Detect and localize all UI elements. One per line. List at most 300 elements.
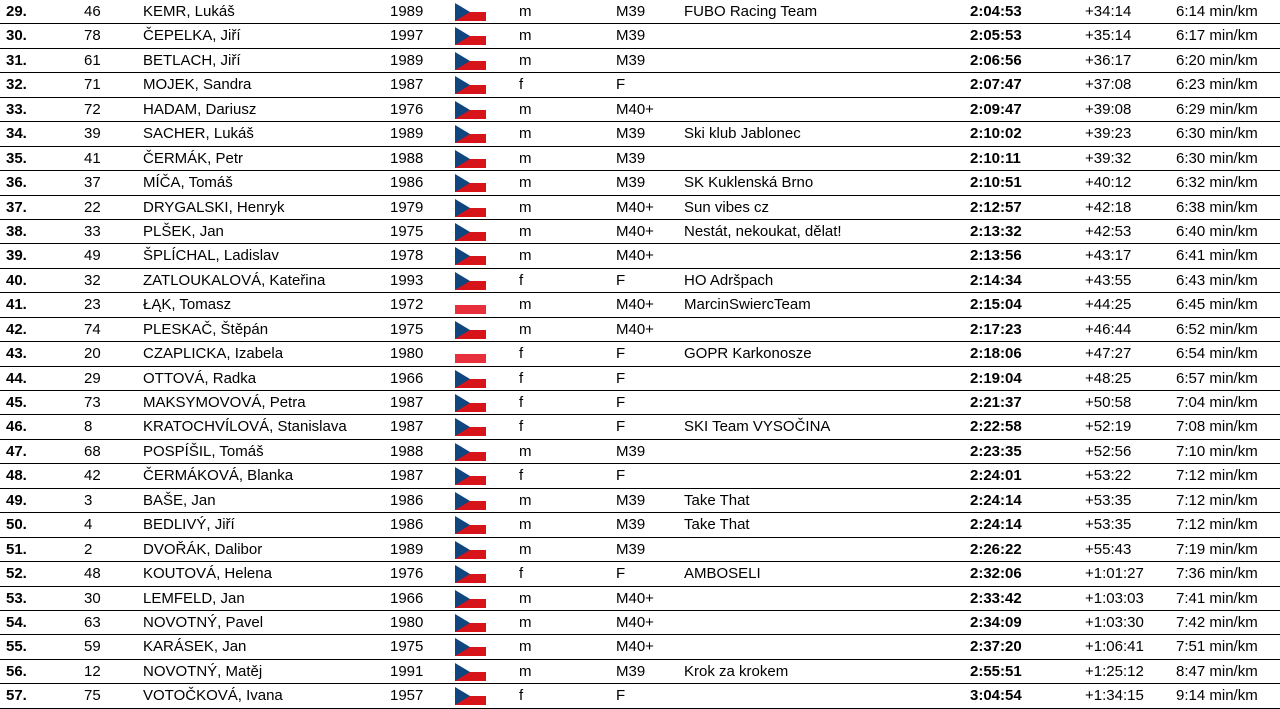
name-cell: NOVOTNÝ, Pavel	[143, 613, 264, 631]
club-cell: Sun vibes cz	[684, 198, 770, 216]
sex-cell: m	[519, 222, 532, 240]
pace-cell: 8:47 min/km	[1176, 662, 1258, 680]
year-cell: 1986	[390, 491, 424, 509]
czech-flag-icon	[455, 150, 486, 168]
rank-cell: 48.	[6, 467, 27, 485]
bib-cell: 71	[84, 76, 101, 94]
bib-cell: 2	[84, 540, 93, 558]
pace-cell: 7:08 min/km	[1176, 418, 1258, 436]
gap-cell: +34:14	[1085, 3, 1132, 20]
rank-cell: 43.	[6, 345, 27, 363]
pace-cell: 7:12 min/km	[1176, 516, 1258, 534]
year-cell: 1989	[390, 125, 424, 143]
sex-cell: m	[519, 442, 532, 460]
czech-flag-icon	[455, 76, 486, 94]
bib-cell: 61	[84, 51, 101, 69]
pace-cell: 6:30 min/km	[1176, 149, 1258, 167]
year-cell: 1986	[390, 174, 424, 192]
czech-flag-icon	[455, 199, 486, 217]
sex-cell: m	[519, 638, 532, 656]
table-row	[0, 562, 1280, 586]
czech-flag-icon	[455, 590, 486, 608]
bib-cell: 46	[84, 3, 101, 20]
pace-cell: 6:20 min/km	[1176, 51, 1258, 69]
rank-cell: 38.	[6, 222, 27, 240]
name-cell: DVOŘÁK, Dalibor	[143, 540, 263, 558]
bib-cell: 20	[84, 345, 101, 363]
name-cell: MÍČA, Tomáš	[143, 174, 233, 192]
table-row	[0, 24, 1280, 48]
time-cell: 2:24:01	[970, 467, 1022, 485]
club-cell: Ski klub Jablonec	[684, 125, 801, 143]
year-cell: 1987	[390, 76, 424, 94]
time-cell: 2:23:35	[970, 442, 1022, 460]
gap-cell: +47:27	[1085, 345, 1132, 363]
pace-cell: 6:52 min/km	[1176, 320, 1258, 338]
time-cell: 2:19:04	[970, 369, 1022, 387]
table-row	[0, 318, 1280, 342]
bib-cell: 4	[84, 516, 93, 534]
time-cell: 2:14:34	[970, 271, 1022, 289]
bib-cell: 74	[84, 320, 101, 338]
czech-flag-icon	[455, 321, 486, 339]
rank-cell: 39.	[6, 247, 27, 265]
rank-cell: 29.	[6, 3, 27, 20]
name-cell: VOTOČKOVÁ, Ivana	[143, 687, 283, 705]
pace-cell: 6:57 min/km	[1176, 369, 1258, 387]
sex-cell: m	[519, 516, 532, 534]
gap-cell: +37:08	[1085, 76, 1132, 94]
pace-cell: 6:17 min/km	[1176, 27, 1258, 45]
time-cell: 2:24:14	[970, 516, 1022, 534]
time-cell: 2:12:57	[970, 198, 1022, 216]
bib-cell: 78	[84, 27, 101, 45]
bib-cell: 39	[84, 125, 101, 143]
name-cell: PLŠEK, Jan	[143, 222, 224, 240]
table-row	[0, 196, 1280, 220]
czech-flag-icon	[455, 370, 486, 388]
category-cell: M40+	[616, 320, 654, 338]
sex-cell: m	[519, 125, 532, 143]
name-cell: SACHER, Lukáš	[143, 125, 254, 143]
club-cell: Nestát, nekoukat, dělat!	[684, 222, 842, 240]
gap-cell: +55:43	[1085, 540, 1132, 558]
time-cell: 2:10:02	[970, 125, 1022, 143]
czech-flag-icon	[455, 443, 486, 461]
table-row	[0, 98, 1280, 122]
category-cell: F	[616, 76, 626, 94]
polish-flag-icon	[455, 296, 486, 314]
category-cell: M40+	[616, 296, 654, 314]
gap-cell: +35:14	[1085, 27, 1132, 45]
pace-cell: 6:40 min/km	[1176, 222, 1258, 240]
name-cell: HADAM, Dariusz	[143, 100, 257, 118]
time-cell: 2:55:51	[970, 662, 1022, 680]
bib-cell: 23	[84, 296, 101, 314]
bib-cell: 68	[84, 442, 101, 460]
year-cell: 1980	[390, 613, 424, 631]
table-row	[0, 49, 1280, 73]
rank-cell: 41.	[6, 296, 27, 314]
czech-flag-icon	[455, 492, 486, 510]
time-cell: 2:10:11	[970, 149, 1021, 167]
club-cell: Take That	[684, 516, 750, 534]
time-cell: 2:07:47	[970, 76, 1022, 94]
name-cell: PLESKAČ, Štěpán	[143, 320, 269, 338]
club-cell: GOPR Karkonosze	[684, 345, 812, 363]
year-cell: 1980	[390, 345, 424, 363]
year-cell: 1966	[390, 369, 424, 387]
rank-cell: 36.	[6, 174, 27, 192]
rank-cell: 47.	[6, 442, 27, 460]
bib-cell: 48	[84, 565, 101, 583]
club-cell: SK Kuklenská Brno	[684, 174, 814, 192]
name-cell: NOVOTNÝ, Matěj	[143, 662, 263, 680]
gap-cell: +40:12	[1085, 174, 1132, 192]
pace-cell: 6:14 min/km	[1176, 3, 1258, 20]
name-cell: ZATLOUKALOVÁ, Kateřina	[143, 271, 326, 289]
bib-cell: 33	[84, 222, 101, 240]
sex-cell: f	[519, 467, 524, 485]
year-cell: 1987	[390, 394, 424, 411]
polish-flag-icon	[455, 345, 486, 363]
category-cell: M39	[616, 125, 646, 143]
gap-cell: +1:34:15	[1085, 687, 1144, 705]
rank-cell: 50.	[6, 516, 27, 534]
pace-cell: 7:51 min/km	[1176, 638, 1258, 656]
rank-cell: 34.	[6, 125, 27, 143]
table-row	[0, 171, 1280, 195]
name-cell: BETLACH, Jiří	[143, 51, 241, 69]
year-cell: 1957	[390, 687, 424, 705]
name-cell: CZAPLICKA, Izabela	[143, 345, 284, 363]
category-cell: F	[616, 345, 626, 363]
category-cell: M39	[616, 174, 646, 192]
time-cell: 2:33:42	[970, 589, 1022, 607]
czech-flag-icon	[455, 516, 486, 534]
gap-cell: +48:25	[1085, 369, 1132, 387]
sex-cell: f	[519, 369, 524, 387]
bib-cell: 30	[84, 589, 101, 607]
time-cell: 2:37:20	[970, 638, 1022, 656]
table-row	[0, 415, 1280, 439]
club-cell: MarcinSwiercTeam	[684, 296, 811, 314]
table-row	[0, 0, 1280, 24]
time-cell: 2:32:06	[970, 565, 1022, 583]
gap-cell: +1:25:12	[1085, 662, 1144, 680]
year-cell: 1987	[390, 418, 424, 436]
category-cell: M39	[616, 51, 646, 69]
table-row	[0, 440, 1280, 464]
rank-cell: 49.	[6, 491, 27, 509]
year-cell: 1989	[390, 51, 424, 69]
czech-flag-icon	[455, 223, 486, 241]
sex-cell: m	[519, 296, 532, 314]
sex-cell: m	[519, 3, 532, 20]
sex-cell: m	[519, 491, 532, 509]
czech-flag-icon	[455, 418, 486, 436]
table-row	[0, 660, 1280, 684]
category-cell: M40+	[616, 613, 654, 631]
year-cell: 1976	[390, 100, 424, 118]
gap-cell: +50:58	[1085, 394, 1132, 411]
table-row	[0, 293, 1280, 317]
pace-cell: 6:45 min/km	[1176, 296, 1258, 314]
year-cell: 1997	[390, 27, 424, 45]
czech-flag-icon	[455, 27, 486, 45]
table-row	[0, 220, 1280, 244]
rank-cell: 55.	[6, 638, 27, 656]
time-cell: 2:18:06	[970, 345, 1022, 363]
czech-flag-icon	[455, 174, 486, 192]
gap-cell: +1:06:41	[1085, 638, 1144, 656]
pace-cell: 6:38 min/km	[1176, 198, 1258, 216]
category-cell: F	[616, 369, 626, 387]
category-cell: F	[616, 565, 626, 583]
category-cell: M40+	[616, 222, 654, 240]
name-cell: ČERMÁK, Petr	[143, 149, 244, 167]
gap-cell: +46:44	[1085, 320, 1132, 338]
category-cell: M39	[616, 540, 646, 558]
sex-cell: m	[519, 320, 532, 338]
pace-cell: 6:41 min/km	[1176, 247, 1258, 265]
gap-cell: +39:32	[1085, 149, 1132, 167]
time-cell: 2:15:04	[970, 296, 1022, 314]
gap-cell: +52:56	[1085, 442, 1132, 460]
year-cell: 1976	[390, 565, 424, 583]
year-cell: 1987	[390, 467, 424, 485]
bib-cell: 63	[84, 613, 101, 631]
table-row	[0, 367, 1280, 391]
czech-flag-icon	[455, 101, 486, 119]
czech-flag-icon	[455, 125, 486, 143]
czech-flag-icon	[455, 52, 486, 70]
table-row	[0, 147, 1280, 171]
pace-cell: 6:30 min/km	[1176, 125, 1258, 143]
year-cell: 1972	[390, 296, 424, 314]
year-cell: 1989	[390, 540, 424, 558]
time-cell: 2:04:53	[970, 3, 1022, 20]
rank-cell: 32.	[6, 76, 27, 94]
name-cell: MAKSYMOVOVÁ, Petra	[143, 394, 306, 411]
rank-cell: 42.	[6, 320, 27, 338]
time-cell: 2:13:32	[970, 222, 1022, 240]
year-cell: 1986	[390, 516, 424, 534]
pace-cell: 9:14 min/km	[1176, 687, 1258, 705]
bib-cell: 75	[84, 687, 101, 705]
rank-cell: 33.	[6, 100, 27, 118]
rank-cell: 35.	[6, 149, 27, 167]
name-cell: ČERMÁKOVÁ, Blanka	[143, 467, 294, 485]
time-cell: 2:26:22	[970, 540, 1022, 558]
category-cell: M40+	[616, 247, 654, 265]
czech-flag-icon	[455, 663, 486, 681]
club-cell: FUBO Racing Team	[684, 3, 818, 20]
rank-cell: 51.	[6, 540, 27, 558]
table-row	[0, 269, 1280, 293]
czech-flag-icon	[455, 687, 486, 705]
name-cell: BAŠE, Jan	[143, 491, 216, 509]
gap-cell: +39:08	[1085, 100, 1132, 118]
sex-cell: m	[519, 613, 532, 631]
gap-cell: +52:19	[1085, 418, 1132, 436]
gap-cell: +42:18	[1085, 198, 1132, 216]
category-cell: M39	[616, 662, 646, 680]
time-cell: 2:17:23	[970, 320, 1022, 338]
sex-cell: m	[519, 27, 532, 45]
rank-cell: 52.	[6, 565, 27, 583]
year-cell: 1978	[390, 247, 424, 265]
rank-cell: 31.	[6, 51, 27, 69]
name-cell: BEDLIVÝ, Jiří	[143, 516, 235, 534]
sex-cell: f	[519, 271, 524, 289]
rank-cell: 53.	[6, 589, 27, 607]
rank-cell: 56.	[6, 662, 27, 680]
category-cell: M40+	[616, 589, 654, 607]
sex-cell: f	[519, 687, 524, 705]
sex-cell: m	[519, 100, 532, 118]
table-row	[0, 342, 1280, 366]
category-cell: M39	[616, 442, 646, 460]
table-row	[0, 244, 1280, 268]
sex-cell: m	[519, 149, 532, 167]
time-cell: 2:06:56	[970, 51, 1022, 69]
sex-cell: m	[519, 51, 532, 69]
time-cell: 2:34:09	[970, 613, 1022, 631]
year-cell: 1991	[390, 662, 424, 680]
table-row	[0, 684, 1280, 708]
bib-cell: 12	[84, 662, 101, 680]
time-cell: 3:04:54	[970, 687, 1022, 705]
gap-cell: +1:03:03	[1085, 589, 1144, 607]
year-cell: 1989	[390, 3, 424, 20]
sex-cell: m	[519, 662, 532, 680]
bib-cell: 41	[84, 149, 101, 167]
table-row	[0, 122, 1280, 146]
rank-cell: 57.	[6, 687, 27, 705]
club-cell: SKI Team VYSOČINA	[684, 418, 831, 436]
name-cell: DRYGALSKI, Henryk	[143, 198, 285, 216]
sex-cell: f	[519, 418, 524, 436]
czech-flag-icon	[455, 3, 486, 21]
rank-cell: 40.	[6, 271, 27, 289]
sex-cell: f	[519, 394, 524, 411]
gap-cell: +1:03:30	[1085, 613, 1144, 631]
name-cell: POSPÍŠIL, Tomáš	[143, 442, 264, 460]
club-cell: HO Adršpach	[684, 271, 774, 289]
name-cell: MOJEK, Sandra	[143, 76, 252, 94]
pace-cell: 7:42 min/km	[1176, 613, 1258, 631]
time-cell: 2:22:58	[970, 418, 1022, 436]
category-cell: M40+	[616, 638, 654, 656]
sex-cell: m	[519, 540, 532, 558]
time-cell: 2:05:53	[970, 27, 1022, 45]
pace-cell: 6:23 min/km	[1176, 76, 1258, 94]
time-cell: 2:24:14	[970, 491, 1022, 509]
pace-cell: 7:19 min/km	[1176, 540, 1258, 558]
table-row	[0, 489, 1280, 513]
table-row	[0, 611, 1280, 635]
rank-cell: 44.	[6, 369, 27, 387]
pace-cell: 6:43 min/km	[1176, 271, 1258, 289]
rank-cell: 30.	[6, 27, 27, 45]
sex-cell: f	[519, 345, 524, 363]
sex-cell: m	[519, 247, 532, 265]
year-cell: 1979	[390, 198, 424, 216]
category-cell: F	[616, 271, 626, 289]
gap-cell: +43:17	[1085, 247, 1132, 265]
rank-cell: 54.	[6, 613, 27, 631]
name-cell: KEMR, Lukáš	[143, 3, 235, 20]
year-cell: 1988	[390, 149, 424, 167]
bib-cell: 22	[84, 198, 101, 216]
gap-cell: +53:22	[1085, 467, 1132, 485]
sex-cell: f	[519, 565, 524, 583]
bib-cell: 72	[84, 100, 101, 118]
year-cell: 1975	[390, 638, 424, 656]
table-row	[0, 513, 1280, 537]
category-cell: M39	[616, 516, 646, 534]
gap-cell: +53:35	[1085, 516, 1132, 534]
bib-cell: 8	[84, 418, 93, 436]
bib-cell: 3	[84, 491, 93, 509]
name-cell: KARÁSEK, Jan	[143, 638, 247, 656]
czech-flag-icon	[455, 247, 486, 265]
gap-cell: +39:23	[1085, 125, 1132, 143]
category-cell: M39	[616, 27, 646, 45]
club-cell: Take That	[684, 491, 750, 509]
gap-cell: +1:01:27	[1085, 565, 1144, 583]
name-cell: ŁĄK, Tomasz	[143, 296, 232, 314]
bib-cell: 29	[84, 369, 101, 387]
name-cell: LEMFELD, Jan	[143, 589, 245, 607]
time-cell: 2:09:47	[970, 100, 1022, 118]
rank-cell: 37.	[6, 198, 27, 216]
time-cell: 2:13:56	[970, 247, 1022, 265]
category-cell: F	[616, 394, 626, 411]
czech-flag-icon	[455, 541, 486, 559]
pace-cell: 7:04 min/km	[1176, 394, 1258, 411]
club-cell: Krok za krokem	[684, 662, 789, 680]
gap-cell: +53:35	[1085, 491, 1132, 509]
pace-cell: 6:54 min/km	[1176, 345, 1258, 363]
sex-cell: m	[519, 174, 532, 192]
bib-cell: 32	[84, 271, 101, 289]
pace-cell: 6:29 min/km	[1176, 100, 1258, 118]
rank-cell: 46.	[6, 418, 27, 436]
sex-cell: m	[519, 198, 532, 216]
name-cell: KOUTOVÁ, Helena	[143, 565, 272, 583]
pace-cell: 7:12 min/km	[1176, 467, 1258, 485]
bib-cell: 59	[84, 638, 101, 656]
gap-cell: +36:17	[1085, 51, 1132, 69]
sex-cell: f	[519, 76, 524, 94]
pace-cell: 7:41 min/km	[1176, 589, 1258, 607]
name-cell: KRATOCHVÍLOVÁ, Stanislava	[143, 418, 347, 436]
year-cell: 1993	[390, 271, 424, 289]
category-cell: M40+	[616, 198, 654, 216]
time-cell: 2:10:51	[970, 174, 1022, 192]
czech-flag-icon	[455, 614, 486, 632]
category-cell: F	[616, 467, 626, 485]
pace-cell: 7:10 min/km	[1176, 442, 1258, 460]
year-cell: 1975	[390, 222, 424, 240]
year-cell: 1966	[390, 589, 424, 607]
gap-cell: +43:55	[1085, 271, 1132, 289]
table-row	[0, 635, 1280, 659]
category-cell: M39	[616, 491, 646, 509]
czech-flag-icon	[455, 565, 486, 583]
